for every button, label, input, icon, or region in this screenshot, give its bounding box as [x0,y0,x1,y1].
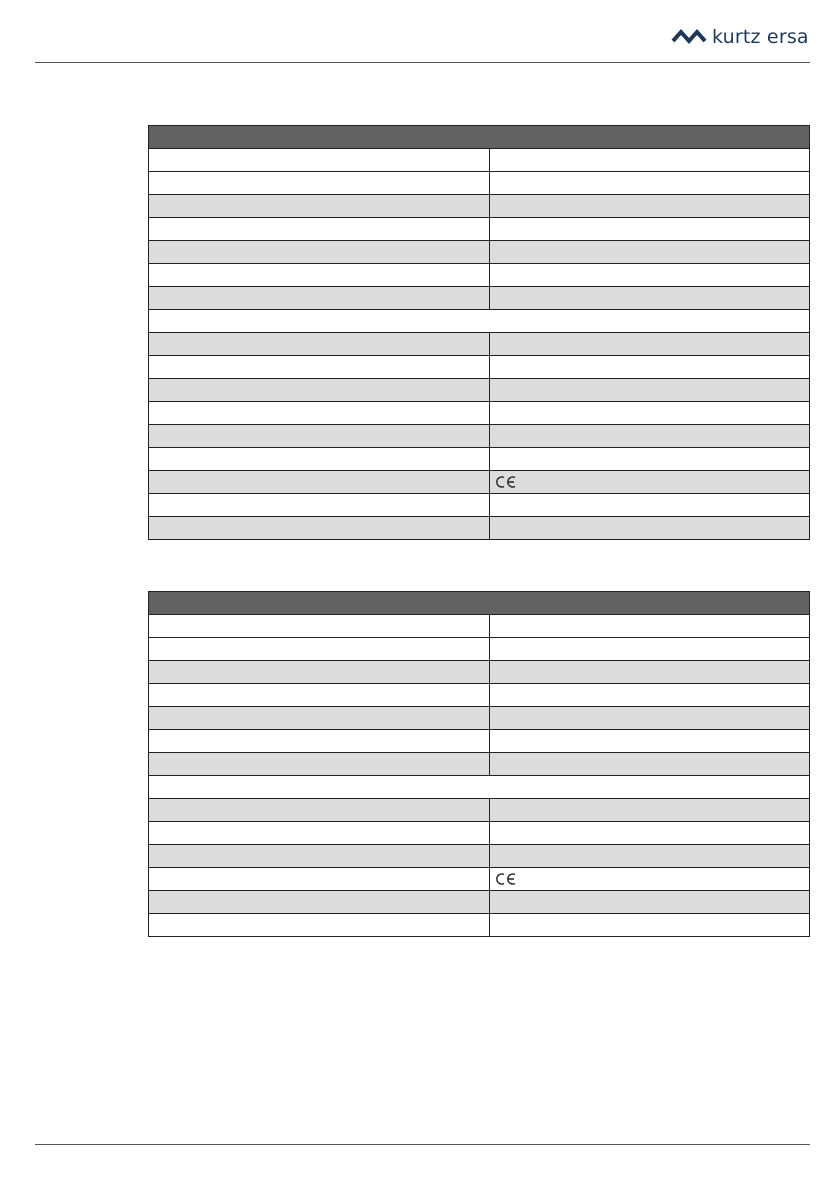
table-label-cell [149,356,490,378]
table-value-cell [490,661,809,683]
table-row [149,471,809,494]
table-label-cell [149,494,490,516]
table-row [149,379,809,402]
table-label-cell [149,753,490,775]
table-row [149,799,809,822]
table-value-cell [490,684,809,706]
table-label-cell [149,730,490,752]
brand-name: kurtz ersa [712,25,809,48]
table-value-cell [490,149,809,171]
table-row [149,241,809,264]
table-label-cell [149,241,490,263]
table-label-cell [149,379,490,401]
table-label-cell [149,287,490,309]
table-value-cell [490,868,809,890]
table-value-cell [490,448,809,470]
footer-divider [35,1144,810,1145]
table-label-cell [149,448,490,470]
table-label-cell [149,172,490,194]
table-value-cell [490,914,809,936]
table-value-cell [490,845,809,867]
table-value-cell [490,707,809,729]
table-row [149,776,809,799]
brand-logo [671,24,809,50]
table-value-cell [490,402,809,424]
table-row [149,891,809,914]
table-row [149,310,809,333]
table-value-cell [490,753,809,775]
table-label-cell [149,661,490,683]
table-value-cell [490,822,809,844]
table-value-cell [490,494,809,516]
table-row [149,661,809,684]
table-value-cell [490,615,809,637]
table-row [149,730,809,753]
table-label-cell [149,471,490,493]
header-divider [35,62,810,63]
table-value-cell [490,241,809,263]
table-label-cell [149,822,490,844]
table-row [149,517,809,539]
table-label-cell [149,615,490,637]
table-section-cell [149,776,809,798]
table-value-cell [490,172,809,194]
table-value-cell [490,333,809,355]
table-row [149,218,809,241]
table-row [149,425,809,448]
table-row [149,914,809,936]
table-value-cell [490,379,809,401]
table-row [149,264,809,287]
table-header-row [149,592,809,615]
ce-mark-icon [496,475,518,489]
table-value-cell [490,517,809,539]
table-value-cell [490,195,809,217]
table-row [149,149,809,172]
table-label-cell [149,333,490,355]
table-header-row [149,126,809,149]
table-label-cell [149,891,490,913]
table-row [149,287,809,310]
table-row [149,822,809,845]
table-row [149,707,809,730]
table-value-cell [490,425,809,447]
table-label-cell [149,799,490,821]
table-value-cell [490,730,809,752]
table-value-cell [490,218,809,240]
table-value-cell [490,638,809,660]
table-row [149,333,809,356]
table-row [149,845,809,868]
table-label-cell [149,402,490,424]
table-label-cell [149,218,490,240]
specification-table-2 [148,591,810,937]
table-label-cell [149,195,490,217]
table-label-cell [149,264,490,286]
table-value-cell [490,264,809,286]
table-label-cell [149,638,490,660]
table-value-cell [490,287,809,309]
table-row [149,615,809,638]
table-row [149,402,809,425]
table-value-cell [490,356,809,378]
table-row [149,868,809,891]
table-label-cell [149,868,490,890]
table-label-cell [149,684,490,706]
table-row [149,494,809,517]
table-label-cell [149,707,490,729]
table-value-cell [490,799,809,821]
specification-table-1 [148,125,810,540]
table-label-cell [149,517,490,539]
table-row [149,684,809,707]
table-value-cell [490,471,809,493]
table-section-cell [149,310,809,332]
table-label-cell [149,425,490,447]
table-label-cell [149,149,490,171]
table-row [149,638,809,661]
table-row [149,195,809,218]
table-row [149,753,809,776]
kurtz-ersa-wave-logo-icon [671,27,707,47]
table-label-cell [149,845,490,867]
table-row [149,356,809,379]
table-row [149,172,809,195]
ce-mark-icon [496,872,518,886]
table-row [149,448,809,471]
table-value-cell [490,891,809,913]
table-label-cell [149,914,490,936]
